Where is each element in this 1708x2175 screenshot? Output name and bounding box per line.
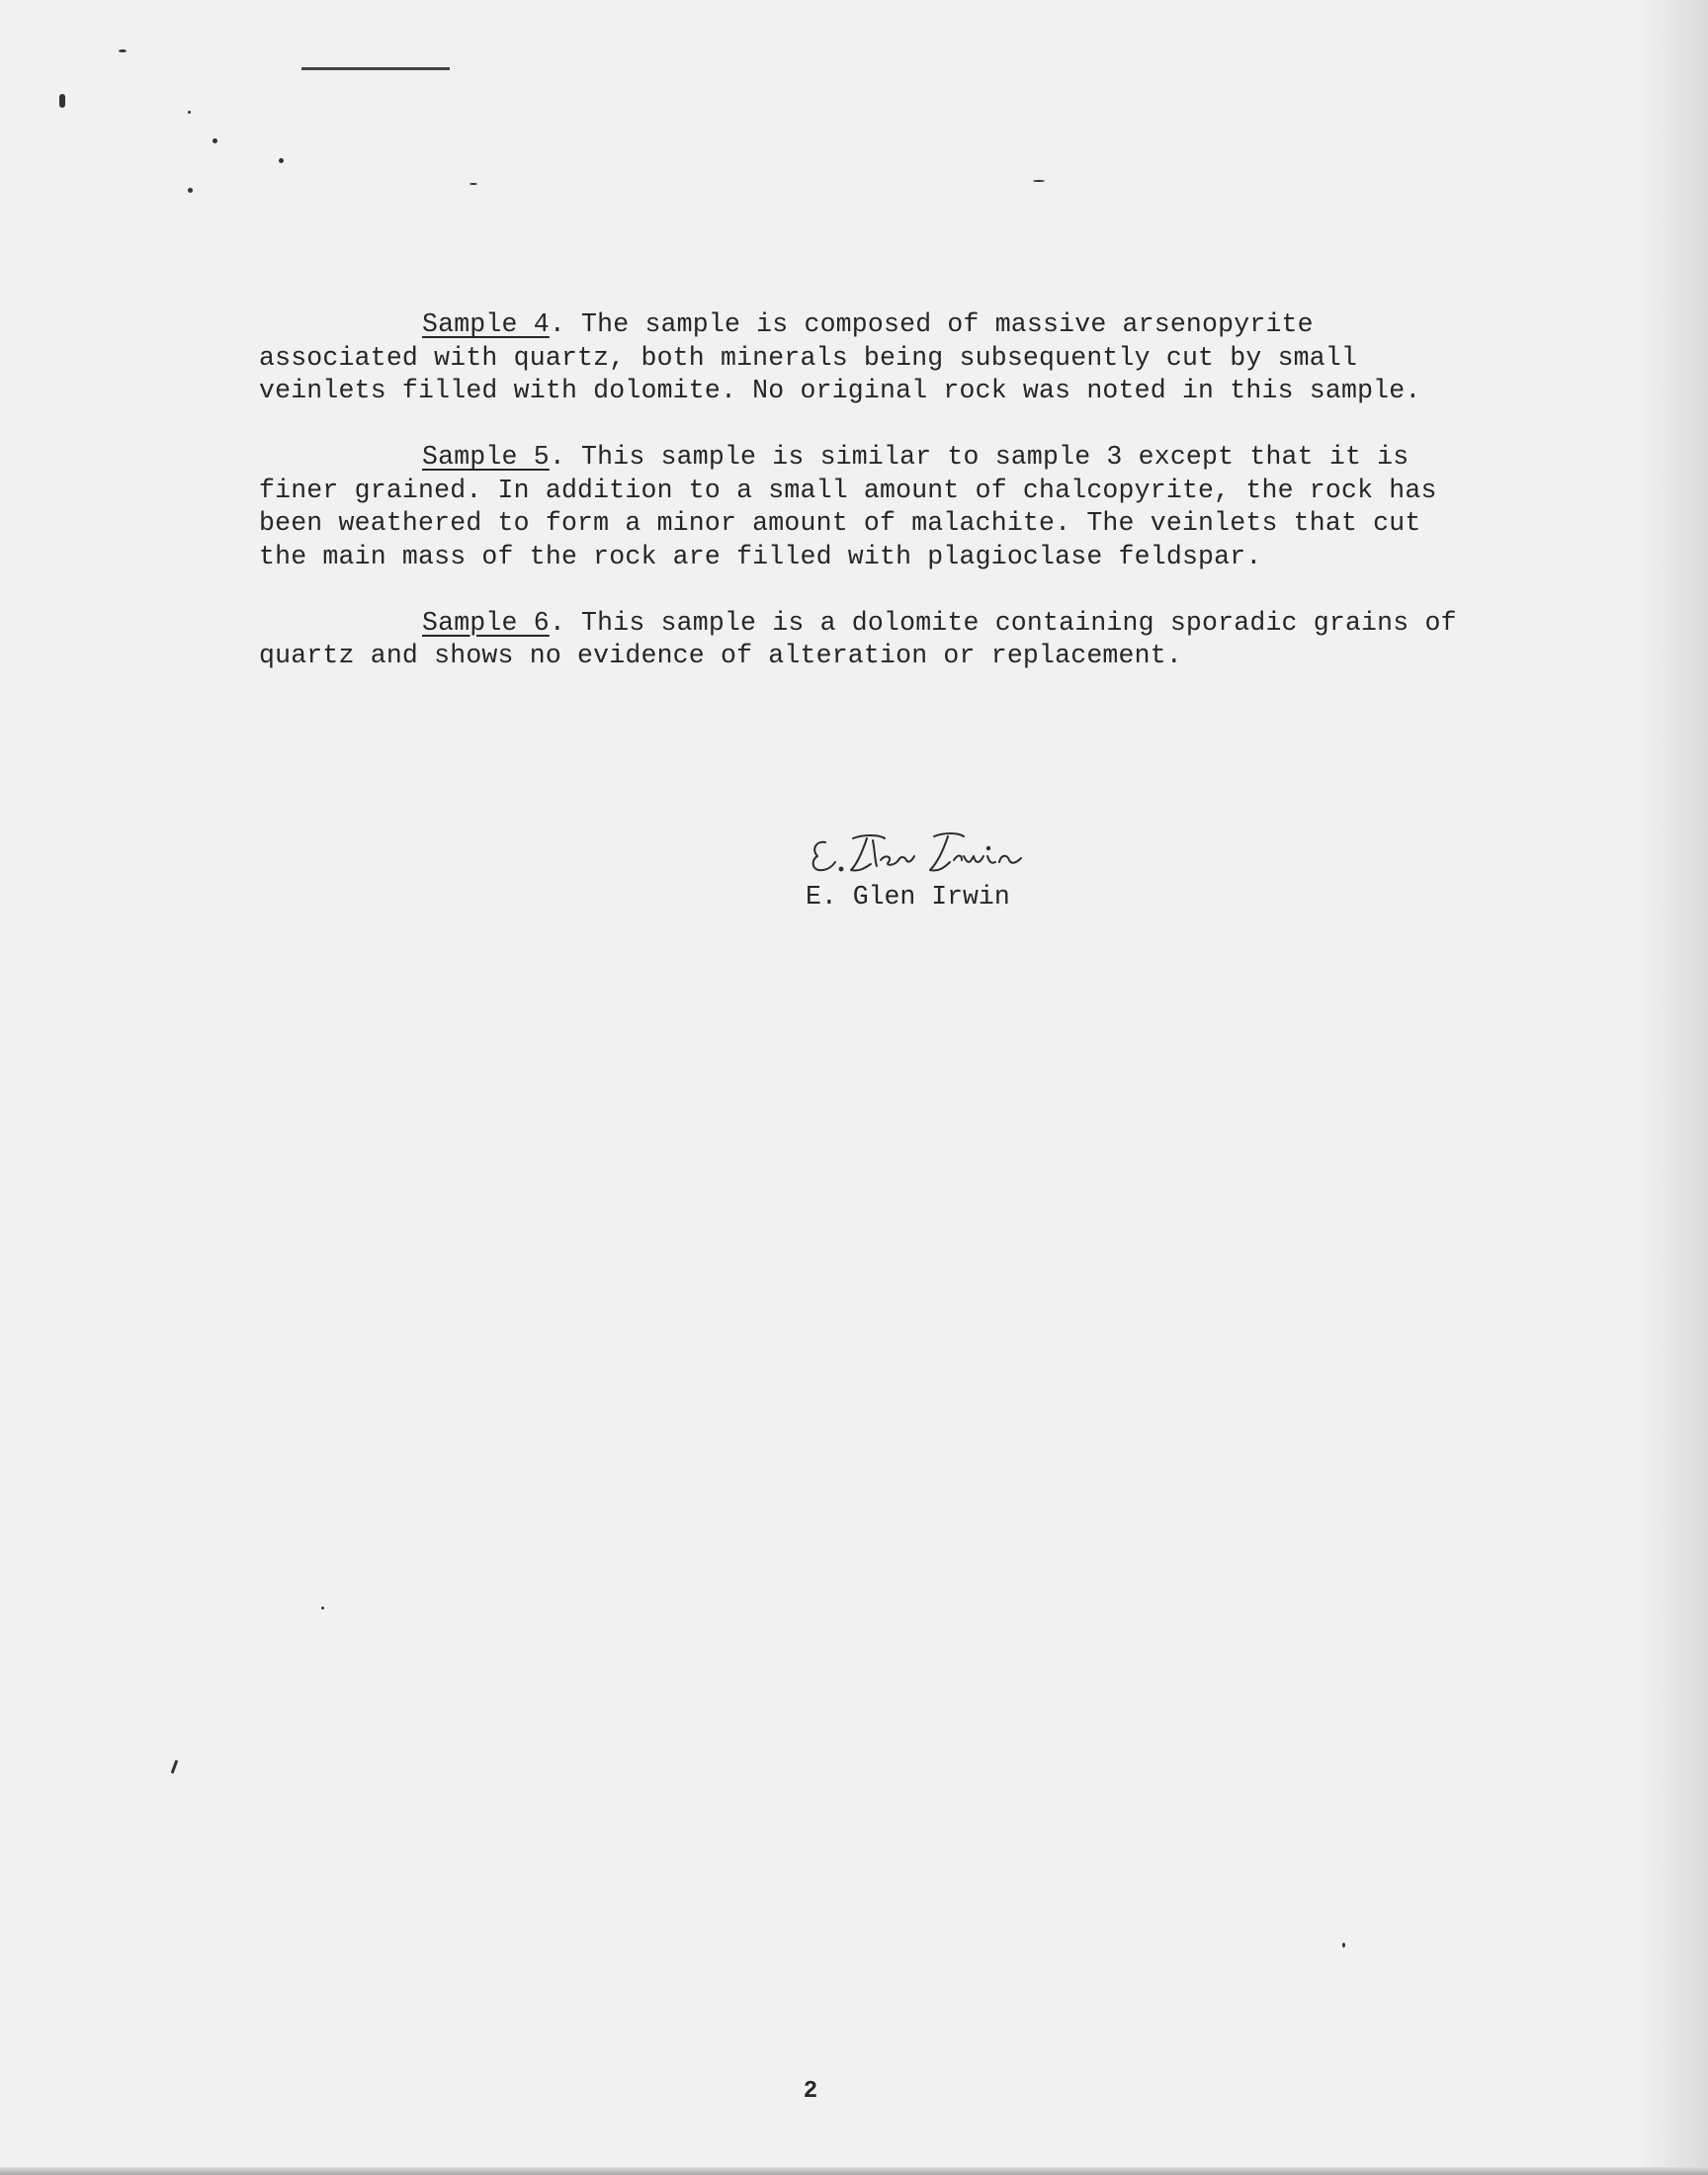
scan-speck [279,158,284,163]
scan-speck [470,183,477,185]
page-number: 2 [803,2078,818,2105]
sample-6-paragraph [259,607,1475,673]
scan-speck [321,1607,324,1610]
scan-speck [188,188,193,193]
signature-block [806,821,1102,912]
sample-6-heading: Sample 6 [422,607,550,638]
scan-speck [188,111,191,114]
sample-5-paragraph [259,441,1475,573]
scan-speck [119,49,127,52]
scan-speck [59,94,65,108]
top-rule-mark [301,67,450,70]
scan-speck [213,138,217,143]
sample-6-text: . This sample is a dolomite containing sporadic grains of quartz and shows no evidence of alteration or replacement. [259,607,1457,670]
sample-5-text: . This sample is similar to sample 3 except that it is finer grained. In addition to a small amount of chalcopyrite, the rock has been weathered to form a minor amount of malachite. The veinlets that cut the main mass of the rock are filled with plagioclase feldspar. [259,442,1437,571]
sample-4-paragraph [259,308,1475,408]
sample-4-text: . The sample is composed of massive arsenopyrite associated with quartz, both minerals being subsequently cut by small veinlets filled with dolomite. No original rock was noted in this sample. [259,309,1421,405]
report-body [259,308,1475,706]
scan-speck [1342,1943,1345,1948]
sample-5-heading: Sample 5 [422,442,550,472]
scan-shadow [1639,0,1708,2175]
scan-bottom-edge [0,2167,1708,2175]
scan-speck [171,1760,179,1774]
typed-signer-name: E. Glen Irwin [806,882,1010,912]
handwritten-signature [806,821,1043,882]
sample-4-heading: Sample 4 [422,309,550,339]
scan-speck [1033,180,1045,182]
